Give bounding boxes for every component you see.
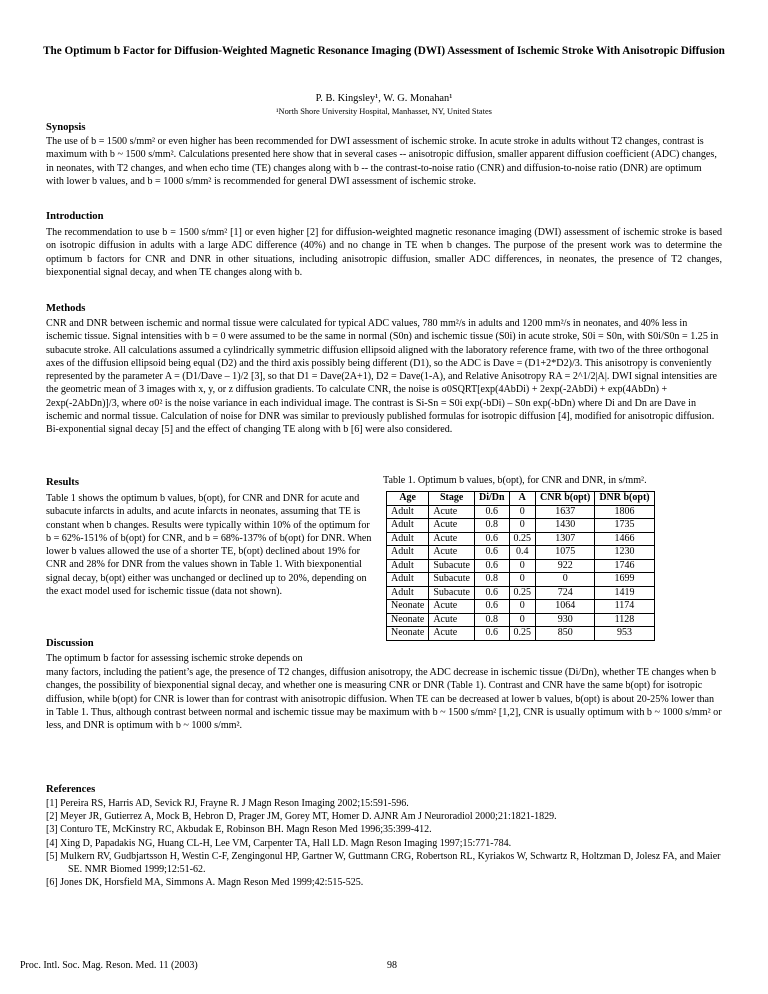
synopsis-heading: Synopsis xyxy=(46,122,86,133)
cell-dnr: 1419 xyxy=(595,586,654,600)
cell-dnr: 1466 xyxy=(595,532,654,546)
cell-cnr: 1637 xyxy=(536,505,595,519)
cell-stage: Acute xyxy=(429,519,475,533)
cell-dnr: 1230 xyxy=(595,546,654,560)
cell-stage: Acute xyxy=(429,600,475,614)
optimum-b-table xyxy=(386,491,655,641)
col-header-ratio: Di/Dn xyxy=(474,492,509,506)
cell-ratio: 0.6 xyxy=(474,559,509,573)
cell-age: Adult xyxy=(387,532,429,546)
cell-stage: Subacute xyxy=(429,559,475,573)
reference-item: [3] Conturo TE, McKinstry RC, Akbudak E, Robinson BH. Magn Reson Med 1996;35:399-412. xyxy=(46,824,432,836)
results-text: Table 1 shows the optimum b values, b(opt), for CNR and DNR for acute and subacute infarcts in adults, and acute infarcts in neonates, assuming that TE is constant when b changes. Results were typically within 10% of the optimum for b = 62%-151% of b(opt) for CNR, and b = 68%-137% of b(opt) for DNR. When lower b values allowed the use of a shorter TE, b(opt) declined about 19% for CNR and 28% for DNR from the values shown in Table 1. With biexponential signal decay, b(opt) either was unchanged or declined up to 20%, depending on the exact model used for ischemic tissue (data not shown). xyxy=(46,493,372,598)
table-row xyxy=(387,532,655,546)
cell-a: 0 xyxy=(509,600,536,614)
cell-ratio: 0.8 xyxy=(474,573,509,587)
cell-dnr: 1128 xyxy=(595,613,654,627)
cell-dnr: 1806 xyxy=(595,505,654,519)
cell-age: Adult xyxy=(387,586,429,600)
cell-age: Adult xyxy=(387,559,429,573)
cell-a: 0.25 xyxy=(509,532,536,546)
cell-age: Adult xyxy=(387,519,429,533)
table-row xyxy=(387,519,655,533)
cell-ratio: 0.6 xyxy=(474,600,509,614)
cell-ratio: 0.6 xyxy=(474,505,509,519)
cell-a: 0 xyxy=(509,519,536,533)
paper-title: The Optimum b Factor for Diffusion-Weighted Magnetic Resonance Imaging (DWI) Assessment of Ischemic Stroke With Anisotropic Diffusion xyxy=(43,45,725,57)
table-row xyxy=(387,505,655,519)
cell-stage: Acute xyxy=(429,505,475,519)
cell-dnr: 953 xyxy=(595,627,654,641)
cell-age: Adult xyxy=(387,573,429,587)
cell-cnr: 0 xyxy=(536,573,595,587)
cell-a: 0 xyxy=(509,573,536,587)
cell-age: Adult xyxy=(387,505,429,519)
table-row xyxy=(387,559,655,573)
table-row xyxy=(387,600,655,614)
col-header-a: A xyxy=(509,492,536,506)
cell-age: Neonate xyxy=(387,600,429,614)
col-header-dnr: DNR b(opt) xyxy=(595,492,654,506)
cell-dnr: 1735 xyxy=(595,519,654,533)
cell-cnr: 724 xyxy=(536,586,595,600)
cell-ratio: 0.6 xyxy=(474,546,509,560)
cell-a: 0.25 xyxy=(509,627,536,641)
cell-a: 0 xyxy=(509,505,536,519)
cell-ratio: 0.6 xyxy=(474,586,509,600)
cell-a: 0.4 xyxy=(509,546,536,560)
cell-age: Neonate xyxy=(387,613,429,627)
footer-journal: Proc. Intl. Soc. Mag. Reson. Med. 11 (2003) xyxy=(20,960,198,971)
discussion-text: many factors, including the patient’s age, the presence of T2 changes, diffusion anisotropy, the ADC decrease in ischemic tissue (Di/Dn), whether TE changes when b changes, the possibility of biexponential signal decay, and whether one is measuring CNR or DNR (Table 1). Contrast and CNR have the same b(opt) for isotropic diffusion, while b(opt) for CNR is lower than for contrast with anisotropic diffusion. When TE can be decreased at lower b values, b(opt) is about 20-25% lower than in Table 1. Thus, although contrast between normal and ischemic tissue may be maximum with b ~ 1500 s/mm² [1,2], CNR is usually optimum with b ~ 1000 s/mm² or less, and DNR is optimum with b ~ 1000 s/mm². xyxy=(46,667,722,732)
cell-stage: Acute xyxy=(429,613,475,627)
cell-dnr: 1174 xyxy=(595,600,654,614)
reference-item: [4] Xing D, Papadakis NG, Huang CL-H, Lee VM, Carpenter TA, Hall LD. Magn Reson Imaging 1997;15:771-784. xyxy=(46,837,512,849)
table-row xyxy=(387,627,655,641)
cell-cnr: 1064 xyxy=(536,600,595,614)
reference-item: [1] Pereira RS, Harris AD, Sevick RJ, Frayne R. J Magn Reson Imaging 2002;15:591-596. xyxy=(46,798,409,809)
col-header-stage: Stage xyxy=(429,492,475,506)
affiliation: ¹North Shore University Hospital, Manhasset, NY, United States xyxy=(276,107,492,116)
cell-stage: Subacute xyxy=(429,573,475,587)
discussion-heading: Discussion xyxy=(46,638,94,649)
cell-stage: Subacute xyxy=(429,586,475,600)
introduction-heading: Introduction xyxy=(46,211,104,222)
table-header-row xyxy=(387,492,655,506)
cell-stage: Acute xyxy=(429,627,475,641)
cell-cnr: 1430 xyxy=(536,519,595,533)
reference-list xyxy=(46,797,722,889)
cell-stage: Acute xyxy=(429,532,475,546)
col-header-cnr: CNR b(opt) xyxy=(536,492,595,506)
table-row xyxy=(387,613,655,627)
cell-ratio: 0.8 xyxy=(474,613,509,627)
reference-item: [6] Jones DK, Horsfield MA, Simmons A. Magn Reson Med 1999;42:515-525. xyxy=(46,877,364,889)
cell-cnr: 930 xyxy=(536,613,595,627)
cell-dnr: 1699 xyxy=(595,573,654,587)
cell-cnr: 850 xyxy=(536,627,595,641)
references-heading: References xyxy=(46,784,96,795)
reference-item: [5] Mulkern RV, Gudbjartsson H, Westin C-F, Zengingonul HP, Gartner W, Guttmann CRG, Robertson RL, Kyriakos W, Schwartz R, Holtzman D, Jolesz FA, and Maier SE. NMR Biomed 1999;12:51-62. xyxy=(46,850,721,876)
footer-page-number: 98 xyxy=(387,960,397,971)
methods-heading: Methods xyxy=(46,303,86,314)
cell-cnr: 1307 xyxy=(536,532,595,546)
cell-cnr: 1075 xyxy=(536,546,595,560)
cell-age: Adult xyxy=(387,546,429,560)
table-row xyxy=(387,573,655,587)
cell-cnr: 922 xyxy=(536,559,595,573)
cell-ratio: 0.6 xyxy=(474,627,509,641)
cell-dnr: 1746 xyxy=(595,559,654,573)
table-row xyxy=(387,546,655,560)
cell-ratio: 0.6 xyxy=(474,532,509,546)
reference-item: [2] Meyer JR, Gutierrez A, Mock B, Hebron D, Prager JM, Gorey MT, Homer D. AJNR Am J Neuroradiol 2000;21:1821-1829. xyxy=(46,811,557,823)
table-caption: Table 1. Optimum b values, b(opt), for CNR and DNR, in s/mm². xyxy=(383,475,647,486)
introduction-text: The recommendation to use b = 1500 s/mm² [1] or even higher [2] for diffusion-weighted magnetic resonance imaging (DWI) assessment of ischemic stroke is based on isotropic diffusion in adults with a large ADC difference (40%) and no change in TE when b changes. The purpose of the present work was to determine the optimum b factors for CNR and DNR in other situations, including anisotropic diffusion, smaller ADC differences, in neonates, the presence of T2 changes, biexponential signal decay, and when TE changes along with b. xyxy=(46,227,722,278)
author-list: P. B. Kingsley¹, W. G. Monahan¹ xyxy=(315,93,453,104)
discussion-text-short: The optimum b factor for assessing ischemic stroke depends on xyxy=(46,653,303,664)
results-heading: Results xyxy=(46,477,79,488)
cell-a: 0 xyxy=(509,613,536,627)
cell-stage: Acute xyxy=(429,546,475,560)
cell-ratio: 0.8 xyxy=(474,519,509,533)
table-row xyxy=(387,586,655,600)
col-header-age: Age xyxy=(387,492,429,506)
methods-text: CNR and DNR between ischemic and normal tissue were calculated for typical ADC values, 780 mm²/s in adults and 1200 mm²/s in neonates, and 40% less in ischemic tissue. Signal intensities with b = 0 were assumed to be the same in normal (S0n) and ischemic tissue (S0i) in acute stroke, S0i = S0n, with S0i/S0n = 1.25 in subacute stroke. All calculations assumed a cylindrically symmetric diffusion ellipsoid aligned with the laboratory reference frame, with two of the three orthogonal axes of the diffusion ellipsoid being equal (D2) and the third axis possibly being different (D1), so the ADC is Dave = (D1+2*D2)/3. This anisotropy is conveniently represented by the parameter A = (D1/Dave – 1)/2 [3], so that D1 = Dave(2A+1), D2 = Dave(1-A), and Relative Anisotropy RA = 2^1/2|A|. DWI signal intensities are the geometric mean of 3 images with x, y, or z diffusion gradients. To calculate CNR, the noise is σ0SQRT[exp(4AbDi) + 2exp(-2AbDi) + exp(4AbDn) + 2exp(-2AbDn)]/3, where σ0² is the noise variance in each individual image. The contrast is Si-Sn = S0i exp(-bDi) – S0n exp(-bDn) where Di and Dn are Dave in ischemic and normal tissue. Calculation of noise for DNR was similar to previously published formulas for isotropic diffusion [4], modified for anisotropic diffusion. Bi-exponential signal decay [5] and the effect of changing TE along with b [6] were also considered. xyxy=(46,318,719,436)
cell-a: 0 xyxy=(509,559,536,573)
cell-a: 0.25 xyxy=(509,586,536,600)
synopsis-text: The use of b = 1500 s/mm² or even higher has been recommended for DWI assessment of ischemic stroke. In acute stroke in adults without T2 changes, contrast is maximum with b ~ 1500 s/mm². Calculations presented here show that in several cases -- anisotropic diffusion, smaller apparent diffusion coefficient (ADC) changes, in neonates, with T2 changes, and when echo time (TE) changes along with b -- the contrast-to-noise ratio (CNR) and diffusion-to-noise ratio (DNR) are optimum with lower b values, and b = 1000 s/mm² is recommended for general DWI assessment of ischemic stroke. xyxy=(46,136,717,187)
cell-age: Neonate xyxy=(387,627,429,641)
